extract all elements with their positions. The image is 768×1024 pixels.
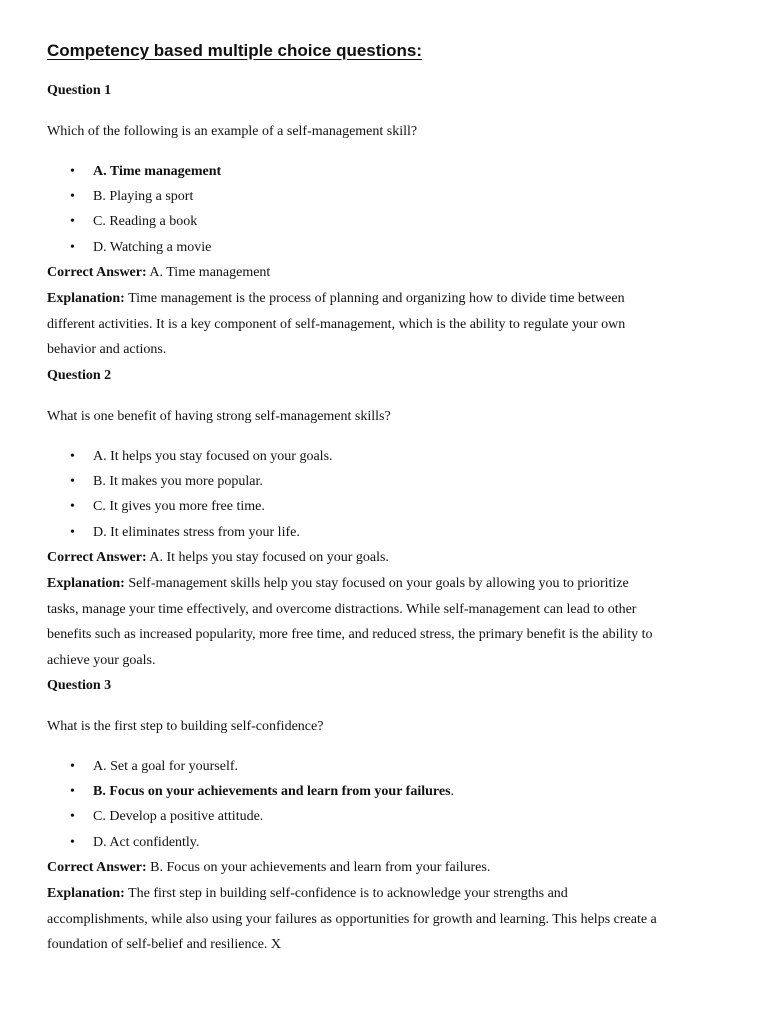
question-3-heading: Question 3: [47, 678, 112, 693]
question-2-option-c: C. It gives you more free time.: [93, 499, 265, 514]
question-3-correct-answer: [47, 858, 490, 878]
bullet-icon: •: [70, 474, 75, 489]
explanation-line: [47, 571, 727, 597]
correct-answer-value: A. It helps you stay focused on your goals.: [149, 550, 389, 565]
explanation-line: tasks, manage your time effectively, and overcome distractions. While self-management can lead to other: [47, 601, 637, 617]
question-2-option-a: A. It helps you stay focused on your goals.: [93, 449, 333, 464]
explanation-text: Self-management skills help you stay focused on your goals by allowing you to prioritize: [128, 576, 629, 591]
bullet-icon: •: [70, 809, 75, 824]
bullet-icon: •: [70, 525, 75, 540]
option-bold-text: A. Time management: [93, 164, 222, 179]
question-2-option-b: B. It makes you more popular.: [93, 474, 263, 489]
correct-answer-value: A. Time management: [149, 265, 271, 280]
question-2-option-d: D. It eliminates stress from your life.: [93, 525, 300, 540]
question-2-explanation: [47, 571, 727, 673]
explanation-line: foundation of self-belief and resilience. X: [47, 937, 282, 953]
question-1-option-a: [93, 162, 221, 182]
question-2-correct-answer: [47, 548, 389, 568]
bullet-icon: •: [70, 449, 75, 464]
explanation-line: [47, 286, 727, 312]
explanation-line: [47, 881, 727, 907]
question-3-explanation: [47, 881, 727, 958]
correct-answer-label: Correct Answer:: [47, 550, 147, 565]
bullet-icon: •: [70, 164, 75, 179]
explanation-line: benefits such as increased popularity, more free time, and reduced stress, the primary benefit is the ability to: [47, 627, 653, 643]
correct-answer-label: Correct Answer:: [47, 265, 147, 280]
explanation-text: The first step in building self-confidence is to acknowledge your strengths and: [128, 886, 568, 901]
bullet-icon: •: [70, 499, 75, 514]
explanation-label: Explanation:: [47, 886, 125, 901]
question-1-option-b: B. Playing a sport: [93, 189, 194, 204]
explanation-line: accomplishments, while also using your failures as opportunities for growth and learning. This helps create a: [47, 911, 657, 927]
question-2-heading: Question 2: [47, 368, 112, 383]
question-1-correct-answer: [47, 263, 270, 283]
question-3-option-d: D. Act confidently.: [93, 835, 200, 850]
bullet-icon: •: [70, 835, 75, 850]
question-3-option-a: A. Set a goal for yourself.: [93, 759, 239, 774]
question-2-prompt: What is one benefit of having strong self-management skills?: [47, 409, 391, 424]
question-3-option-b: [93, 782, 454, 802]
bullet-icon: •: [70, 784, 75, 799]
bullet-icon: •: [70, 240, 75, 255]
bullet-icon: •: [70, 759, 75, 774]
page-title: Competency based multiple choice questions:: [47, 41, 423, 60]
explanation-label: Explanation:: [47, 291, 125, 306]
explanation-line: different activities. It is a key component of self-management, which is the ability to regulate your own: [47, 316, 626, 332]
correct-answer-label: Correct Answer:: [47, 860, 147, 875]
explanation-label: Explanation:: [47, 576, 125, 591]
question-1-explanation: [47, 286, 727, 363]
question-1-option-c: C. Reading a book: [93, 214, 198, 229]
bullet-icon: •: [70, 214, 75, 229]
question-1-option-d: D. Watching a movie: [93, 240, 212, 255]
question-1-heading: Question 1: [47, 83, 112, 98]
question-3-prompt: What is the first step to building self-confidence?: [47, 719, 324, 734]
option-bold-text: B. Focus on your achievements and learn from your failures: [93, 784, 451, 799]
bullet-icon: •: [70, 189, 75, 204]
question-1-prompt: Which of the following is an example of a self-management skill?: [47, 124, 418, 139]
explanation-text: Time management is the process of planning and organizing how to divide time between: [128, 291, 625, 306]
correct-answer-value: B. Focus on your achievements and learn from your failures.: [150, 860, 491, 875]
question-3-option-c: C. Develop a positive attitude.: [93, 809, 264, 824]
option-tail-text: .: [450, 784, 455, 799]
explanation-line: behavior and actions.: [47, 342, 167, 358]
explanation-line: achieve your goals.: [47, 652, 156, 668]
